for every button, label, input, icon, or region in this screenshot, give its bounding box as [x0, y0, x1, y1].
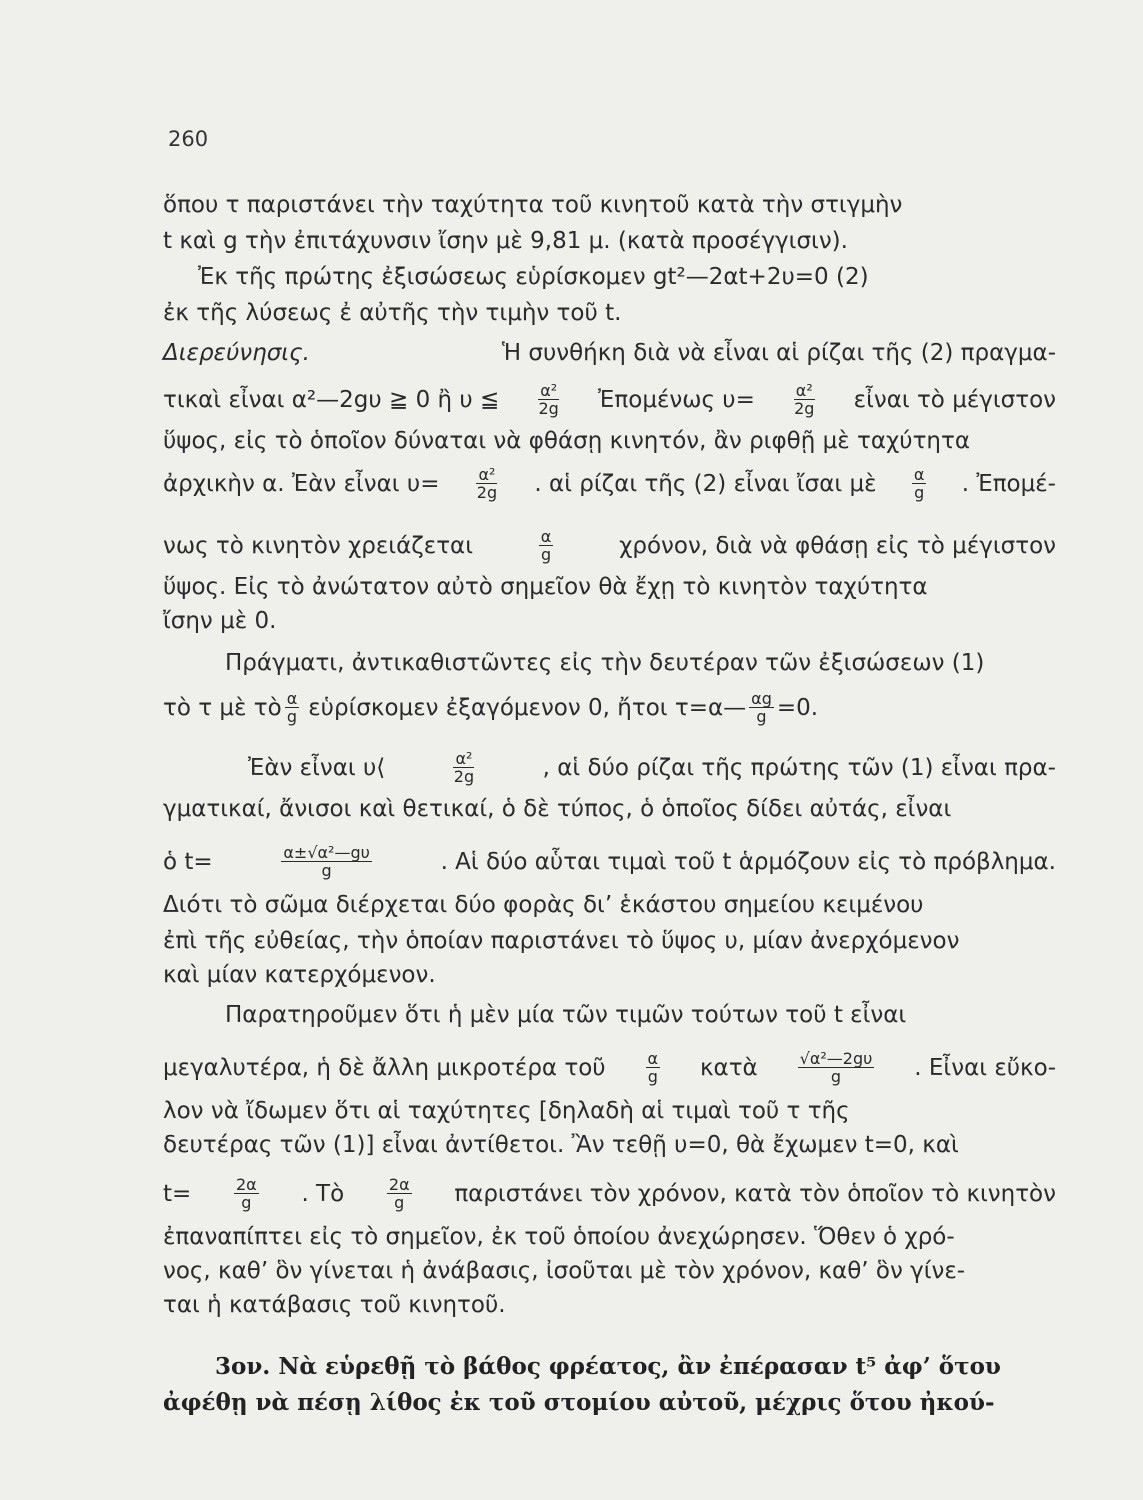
text-line: ὕψος. Εἰς τὸ ἀνώτατον αὐτὸ σημεῖον θὰ ἔχῃ τὸ κινητὸν ταχύτητα — [163, 574, 928, 600]
page-number: 260 — [168, 127, 209, 151]
text-line: γματικαί, ἄνισοι καὶ θετικαί, ὁ δὲ τύπος, ὁ ὁποῖος δίδει αὐτάς, εἶναι — [163, 796, 952, 822]
text-line: ὕψος, εἰς τὸ ὁποῖον δύναται νὰ φθάσῃ κινητόν, ἂν ριφθῇ μὲ ταχύτητα — [163, 428, 971, 454]
problem-text-line: ἀφέθῃ νὰ πέσῃ λίθος ἐκ τοῦ στομίου αὐτοῦ, μέχρις ὅτου ἠκού- — [163, 1389, 995, 1416]
text-line: ἐκ τῆς λύσεως ἐ αὐτῆς τὴν τιμὴν τοῦ t. — [163, 300, 622, 326]
fraction: $\frac{\alpha}{g}$ — [540, 527, 552, 564]
fraction: $\frac{\text{α²}}{2g}$ — [538, 381, 559, 418]
text-line: ὅπου τ παριστάνει τὴν ταχύτητα τοῦ κινητοῦ κατὰ τὴν στιγμὴν — [163, 192, 903, 218]
text-line: t καὶ g τὴν ἐπιτάχυνσιν ἴσην μὲ 9,81 μ. (κατὰ προσέγγισιν). — [163, 228, 848, 254]
text-line: ὁ t= $\frac{\text{α±√α²—gυ}}{g}$ . Αἱ δύο αὗται τιμαὶ τοῦ t ἁρμόζουν εἰς τὸ πρόβλημα. — [163, 843, 1056, 880]
text-line: ἐπὶ τῆς εὐθείας, τὴν ὁποίαν παριστάνει τὸ ὕψος υ, μίαν ἀνερχόμενον — [163, 928, 960, 954]
text-line: ται ἡ κατάβασις τοῦ κινητοῦ. — [163, 1292, 506, 1318]
fraction: $\frac{\text{α²}}{2g}$ — [794, 381, 815, 418]
text-line: Διερεύνησις. Ἡ συνθήκη διὰ νὰ εἶναι αἱ ρίζαι τῆς (2) πραγμα- — [163, 340, 1056, 366]
text-line: ἐπαναπίπτει εἰς τὸ σημεῖον, ἐκ τοῦ ὁποίου ἀνεχώρησεν. Ὅθεν ὁ χρό- — [163, 1224, 955, 1250]
text-line: καὶ μίαν κατερχόμενον. — [163, 962, 436, 988]
fraction: $\frac{\alpha}{g}$ — [286, 689, 298, 726]
text-line: νως τὸ κινητὸν χρειάζεται $\frac{\alpha}{g}$ χρόνον, διὰ νὰ φθάσῃ εἰς τὸ μέγιστον — [163, 527, 1056, 564]
fraction: $\frac{\alpha g}{g}$ — [751, 689, 772, 726]
text-line: Πράγματι, ἀντικαθιστῶντες εἰς τὴν δευτέραν τῶν ἐξισώσεων (1) — [225, 650, 985, 676]
section-heading: Διερεύνησις. — [163, 340, 310, 366]
fraction: $\frac{\text{√α²—2gυ}}{g}$ — [799, 1049, 873, 1086]
fraction: $\frac{2\alpha}{g}$ — [388, 1175, 410, 1212]
problem-heading-line: 3ον. Νὰ εὑρεθῇ τὸ βάθος φρέατος, ἂν ἐπέρασαν t⁵ ἀφ’ ὅτου — [215, 1353, 1001, 1380]
text-line: δευτέρας τῶν (1)] εἶναι ἀντίθετοι. Ἂν τεθῇ υ=0, θὰ ἔχωμεν t=0, καὶ — [163, 1132, 959, 1158]
text-line: λον νὰ ἴδωμεν ὅτι αἱ ταχύτητες [δηλαδὴ αἱ τιμαὶ τοῦ τ τῆς — [163, 1098, 850, 1124]
fraction: $\frac{\alpha}{g}$ — [647, 1049, 659, 1086]
text-line: ἴσην μὲ 0. — [163, 608, 277, 634]
text-line: Διότι τὸ σῶμα διέρχεται δύο φορὰς δι’ ἑκάστου σημείου κειμένου — [163, 892, 924, 918]
fraction: $\frac{\alpha}{g}$ — [913, 465, 925, 502]
text-line: νος, καθ’ ὃν γίνεται ἡ ἀνάβασις, ἰσοῦται μὲ τὸν χρόνον, καθ’ ὃν γίνε- — [163, 1258, 966, 1284]
text-line: μεγαλυτέρα, ἡ δὲ ἄλλη μικροτέρα τοῦ $\frac{\alpha}{g}$ κατὰ $\frac{\text{√α²—2gυ}}{g}$ . Εἶναι εὔκο- — [163, 1049, 1056, 1086]
text-line: τικαὶ εἶναι α²—2gυ ≧ 0 ἢ υ ≦ $\frac{\text{α²}}{2g}$ Ἐπομένως υ= $\frac{\text{α²}}{2g}$ εἶναι τὸ μέγιστον — [163, 381, 1056, 418]
fraction: $\frac{2\alpha}{g}$ — [236, 1175, 257, 1212]
text-line: Παρατηροῦμεν ὅτι ἡ μὲν μία τῶν τιμῶν τούτων τοῦ t εἶναι — [225, 1002, 907, 1028]
fraction: $\frac{\text{α²}}{2g}$ — [453, 749, 475, 786]
fraction: $\frac{\text{α²}}{2g}$ — [476, 465, 498, 502]
text-line: τὸ τ μὲ τὸ $\frac{\alpha}{g}$ εὑρίσκομεν ἐξαγόμενον 0, ἤτοι τ=α— $\frac{\alpha g}{g}$ =0. — [163, 689, 819, 726]
text-line: ἀρχικὴν α. Ἐὰν εἶναι υ= $\frac{\text{α²}}{2g}$ . αἱ ρίζαι τῆς (2) εἶναι ἴσαι μὲ $\frac{\alpha}{g}$ . Ἐπομέ- — [163, 465, 1056, 502]
text-line: t= $\frac{2\alpha}{g}$ . Τὸ $\frac{2\alpha}{g}$ παριστάνει τὸν χρόνον, κατὰ τὸν ὁποῖον τὸ κινητὸν — [163, 1175, 1056, 1212]
fraction: $\frac{\text{α±√α²—gυ}}{g}$ — [283, 843, 370, 880]
text-line: Ἐὰν εἶναι υ⟨ $\frac{\text{α²}}{2g}$ , αἱ δύο ρίζαι τῆς πρώτης τῶν (1) εἶναι πρα- — [248, 749, 1056, 786]
text-line: Ἐκ τῆς πρώτης ἐξισώσεως εὑρίσκομεν gt²—2αt+2υ=0 (2) — [198, 264, 869, 290]
